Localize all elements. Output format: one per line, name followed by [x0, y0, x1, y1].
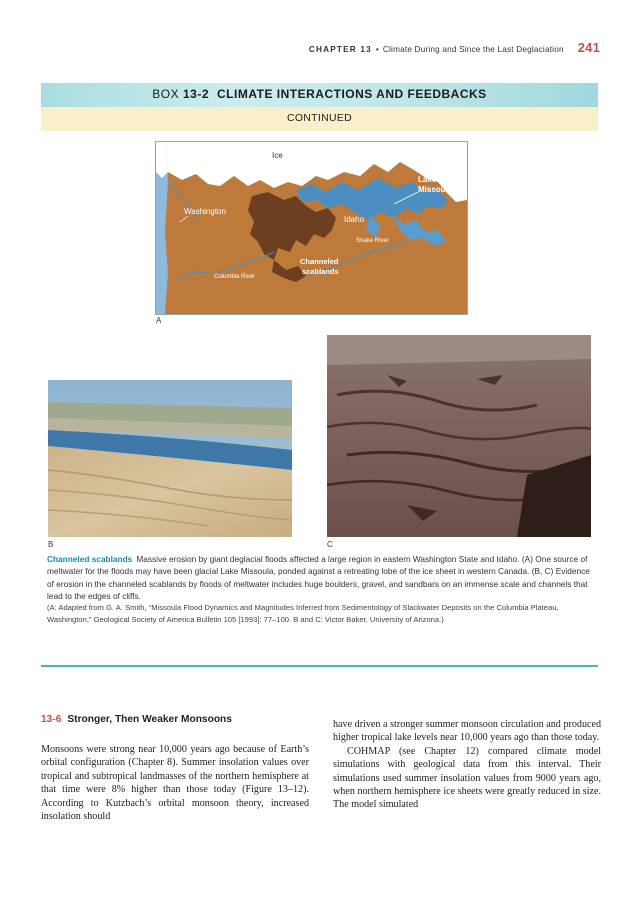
box-header [41, 83, 598, 107]
body-column-left [41, 743, 309, 823]
panel-letter-a: A [156, 316, 162, 325]
section-heading [41, 714, 311, 725]
running-head-separator: • [375, 45, 379, 54]
map-label-snake-river: Snake River [356, 238, 389, 244]
running-head [300, 40, 600, 60]
caption-credit: (A: Adapted from G. A. Smith, “Missoula Flood Dynamics and Magnitudes Inferred from Sedimentology of Slackwater Deposits on the Columbia Plateau, Washington,” Geological Society of America Bulletin 105 [1993]: 77–100. B and C: Victor Baker, University of Arizona.) [47, 603, 559, 625]
body-paragraph-left: Monsoons were strong near 10,000 years ago because of Earth’s orbital configuration (Chapter 8). Summer insolation values over tropical and subtropical landmasses of the northern hemisphere at that time were 8% higher than those today (Figure 13–12). According to Kutzbach’s orbital monsoon theory, increased insolation should [41, 744, 309, 823]
photo-b-graphic [48, 380, 292, 537]
map-label-lake-2: Missoula [418, 185, 453, 194]
box-bottom-rule [41, 665, 598, 667]
map-graphic [156, 142, 467, 314]
box-label-number: 13-2 [182, 87, 210, 101]
box-label-prefix: BOX [152, 87, 180, 101]
box-title-text: CLIMATE INTERACTIONS AND FEEDBACKS [217, 87, 487, 101]
map-label-scablands-1: Channeled [300, 257, 339, 266]
map-label-idaho: Idaho [344, 215, 365, 224]
box-continued: CONTINUED [41, 107, 598, 131]
body-column-right [333, 718, 601, 812]
figure-caption [47, 553, 597, 627]
map-label-scablands-2: scablands [302, 267, 339, 276]
running-head-title: Climate During and Since the Last Deglaciation [382, 45, 564, 54]
scablands-map [155, 141, 468, 315]
map-label-lake-1: Lake [418, 175, 437, 184]
box-title [41, 87, 598, 101]
box-label [152, 87, 209, 101]
photo-b [48, 380, 292, 537]
panel-letter-b: B [48, 540, 54, 549]
page-number: 241 [577, 40, 600, 55]
section-number: 13-6 [41, 714, 62, 725]
map-label-columbia-river: Columbia River [214, 274, 256, 280]
photo-c [327, 335, 591, 537]
section-title: Stronger, Then Weaker Monsoons [67, 714, 232, 725]
map-label-washington: Washington [184, 207, 226, 216]
caption-title: Channeled scablands [47, 554, 133, 564]
caption-body: Massive erosion by giant deglacial floods affected a large region in eastern Washington State and Idaho. (A) One source of meltwater for the floods may have been glacial Lake Missoula, ponded against a retreating lobe of the ice sheet in western Canada. (B, C) Evidence of erosion in the channeled scablands by floods of meltwater includes huge boulders, gravel, and sandbars on an immense scale and channels that lead to the edges of cliffs. [47, 554, 590, 601]
body-paragraph-right-2: COHMAP (see Chapter 12) compared climate model simulations with geological data from this interval. Their simulations used summer insolation values from 9000 years ago, when northern hemisphere ice sheets were greatly reduced in size. The model simulated [333, 745, 601, 811]
map-ice-west [156, 142, 168, 178]
map-label-ice: Ice [272, 151, 283, 160]
panel-letter-c: C [327, 540, 333, 549]
photo-c-graphic [327, 335, 591, 537]
body-paragraph-right-1: have driven a stronger summer monsoon circulation and produced higher tropical lake levels near 10,000 years ago than those today. [333, 719, 601, 744]
running-head-chapter: CHAPTER 13 [308, 45, 372, 54]
